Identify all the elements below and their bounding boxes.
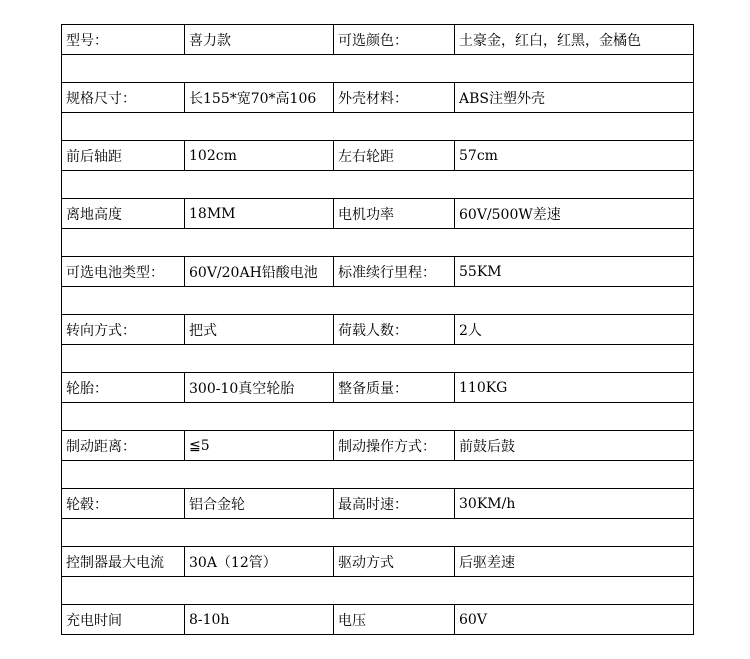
size-value: 长155*宽70*高106 bbox=[185, 83, 334, 113]
spacer-row bbox=[62, 229, 694, 257]
table-row bbox=[62, 141, 694, 171]
tire-label: 轮胎： bbox=[62, 373, 185, 403]
motor-power-value: 60V/500W差速 bbox=[455, 199, 694, 229]
curb-weight-label: 整备质量： bbox=[334, 373, 455, 403]
tire-value: 300-10真空轮胎 bbox=[185, 373, 334, 403]
spacer-cell bbox=[62, 287, 694, 315]
drive-mode-label: 驱动方式 bbox=[334, 547, 455, 577]
model-value: 喜力款 bbox=[185, 25, 334, 55]
curb-weight-value: 110KG bbox=[455, 373, 694, 403]
wheelbase-value: 102cm bbox=[185, 141, 334, 171]
table-row bbox=[62, 83, 694, 113]
size-label: 规格尺寸： bbox=[62, 83, 185, 113]
steering-label: 转向方式： bbox=[62, 315, 185, 345]
shell-material-label: 外壳材料： bbox=[334, 83, 455, 113]
spacer-row bbox=[62, 345, 694, 373]
table-row bbox=[62, 605, 694, 635]
spacer-row bbox=[62, 171, 694, 199]
voltage-label: 电压 bbox=[334, 605, 455, 635]
passenger-capacity-value: 2人 bbox=[455, 315, 694, 345]
track-width-value: 57cm bbox=[455, 141, 694, 171]
color-label: 可选颜色： bbox=[334, 25, 455, 55]
spacer-row bbox=[62, 519, 694, 547]
spacer-cell bbox=[62, 519, 694, 547]
braking-distance-label: 制动距离： bbox=[62, 431, 185, 461]
wheel-hub-label: 轮毂： bbox=[62, 489, 185, 519]
spacer-row bbox=[62, 577, 694, 605]
spacer-row bbox=[62, 403, 694, 431]
table-row bbox=[62, 547, 694, 577]
spacer-cell bbox=[62, 345, 694, 373]
battery-type-value: 60V/20AH铅酸电池 bbox=[185, 257, 334, 287]
passenger-capacity-label: 荷载人数： bbox=[334, 315, 455, 345]
top-speed-label: 最高时速： bbox=[334, 489, 455, 519]
spacer-cell bbox=[62, 461, 694, 489]
controller-current-label: 控制器最大电流 bbox=[62, 547, 185, 577]
shell-material-value: ABS注塑外壳 bbox=[455, 83, 694, 113]
table-row bbox=[62, 489, 694, 519]
ground-clearance-label: 离地高度 bbox=[62, 199, 185, 229]
spacer-row bbox=[62, 287, 694, 315]
model-label: 型号： bbox=[62, 25, 185, 55]
charge-time-label: 充电时间 bbox=[62, 605, 185, 635]
spacer-cell bbox=[62, 403, 694, 431]
spacer-row bbox=[62, 55, 694, 83]
table-row bbox=[62, 257, 694, 287]
track-width-label: 左右轮距 bbox=[334, 141, 455, 171]
table-row bbox=[62, 25, 694, 55]
spacer-cell bbox=[62, 113, 694, 141]
table-row bbox=[62, 373, 694, 403]
drive-mode-value: 后驱差速 bbox=[455, 547, 694, 577]
spacer-cell bbox=[62, 577, 694, 605]
battery-type-label: 可选电池类型： bbox=[62, 257, 185, 287]
charge-time-value: 8-10h bbox=[185, 605, 334, 635]
table-row bbox=[62, 315, 694, 345]
range-value: 55KM bbox=[455, 257, 694, 287]
braking-distance-value: ≦5 bbox=[185, 431, 334, 461]
spacer-cell bbox=[62, 229, 694, 257]
spacer-cell bbox=[62, 171, 694, 199]
range-label: 标准续行里程： bbox=[334, 257, 455, 287]
wheelbase-label: 前后轴距 bbox=[62, 141, 185, 171]
brake-type-value: 前鼓后鼓 bbox=[455, 431, 694, 461]
spacer-row bbox=[62, 113, 694, 141]
voltage-value: 60V bbox=[455, 605, 694, 635]
spacer-row bbox=[62, 461, 694, 489]
brake-type-label: 制动操作方式： bbox=[334, 431, 455, 461]
controller-current-value: 30A（12管） bbox=[185, 547, 334, 577]
ground-clearance-value: 18MM bbox=[185, 199, 334, 229]
color-value: 土豪金，红白，红黑，金橘色 bbox=[455, 25, 694, 55]
table-row bbox=[62, 431, 694, 461]
top-speed-value: 30KM/h bbox=[455, 489, 694, 519]
steering-value: 把式 bbox=[185, 315, 334, 345]
motor-power-label: 电机功率 bbox=[334, 199, 455, 229]
table-row bbox=[62, 199, 694, 229]
wheel-hub-value: 铝合金轮 bbox=[185, 489, 334, 519]
spec-table bbox=[61, 24, 694, 635]
spacer-cell bbox=[62, 55, 694, 83]
